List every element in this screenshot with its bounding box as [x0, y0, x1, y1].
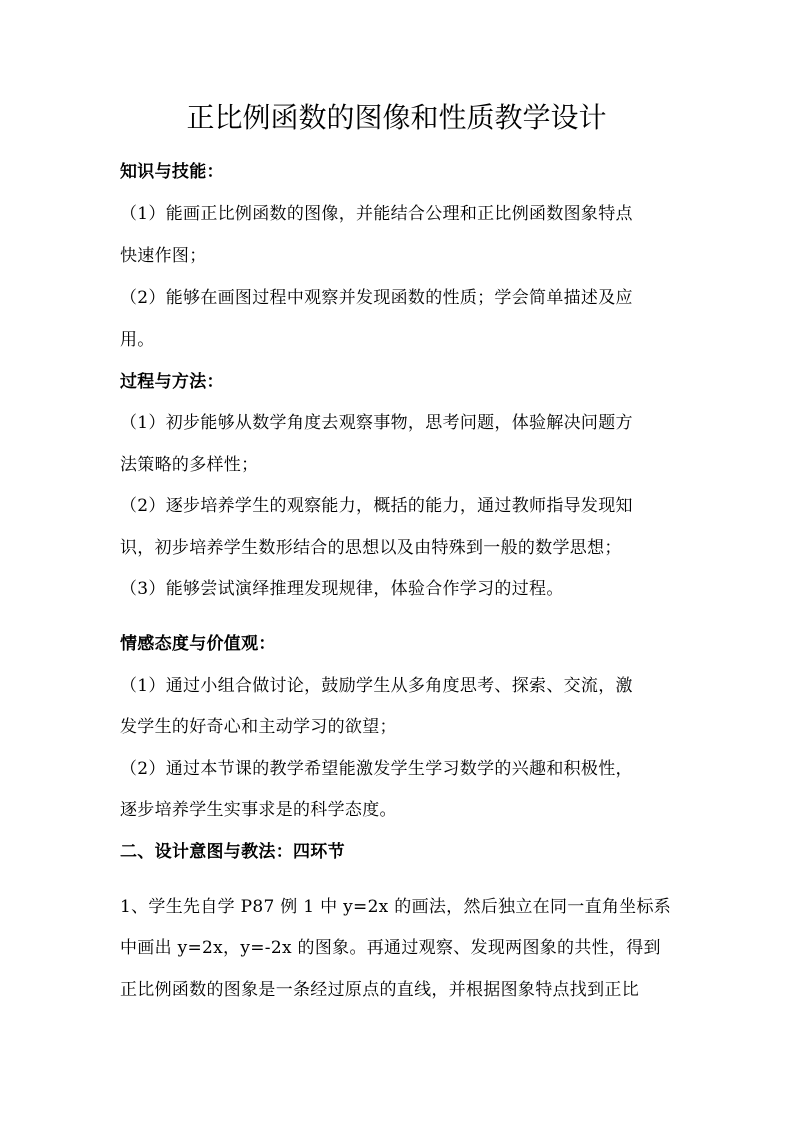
paragraph-line: （1）能画正比例函数的图像，并能结合公理和正比例函数图象特点 [120, 204, 633, 224]
section-heading-design: 二、设计意图与教法：四环节 [120, 842, 345, 862]
paragraph-line: 快速作图； [120, 246, 207, 266]
section-heading-process: 过程与方法： [120, 372, 224, 392]
paragraph-line: 识，初步培养学生数形结合的思想以及由特殊到一般的数学思想； [120, 538, 622, 558]
paragraph-line: （2）能够在画图过程中观察并发现函数的性质；学会简单描述及应 [120, 288, 633, 308]
document-title: 正比例函数的图像和性质教学设计 [186, 101, 607, 134]
paragraph-line: 中画出 y=2x，y=-2x 的图象。再通过观察、发现两图象的共性，得到 [120, 938, 661, 958]
paragraph-line: 用。 [120, 330, 155, 350]
section-heading-knowledge: 知识与技能： [120, 162, 224, 182]
paragraph-line: （2）逐步培养学生的观察能力，概括的能力，通过教师指导发现知 [120, 496, 633, 516]
paragraph-line: 发学生的好奇心和主动学习的欲望； [120, 717, 397, 737]
paragraph-line: 逐步培养学生实事求是的科学态度。 [120, 800, 397, 820]
paragraph-line: （3）能够尝试演绎推理发现规律，体验合作学习的过程。 [120, 579, 564, 599]
paragraph-line: （2）通过本节课的教学希望能激发学生学习数学的兴趣和积极性， [120, 759, 633, 779]
paragraph-line: 正比例函数的图象是一条经过原点的直线，并根据图象特点找到正比 [120, 980, 639, 1000]
section-heading-attitude: 情感态度与价值观： [120, 634, 276, 654]
paragraph-line: （1）初步能够从数学角度去观察事物，思考问题，体验解决问题方 [120, 413, 633, 433]
paragraph-line: （1）通过小组合做讨论，鼓励学生从多角度思考、探索、交流，激 [120, 676, 633, 696]
paragraph-line: 1、学生先自学 P87 例 1 中 y=2x 的画法，然后独立在同一直角坐标系 [120, 897, 672, 917]
paragraph-line: 法策略的多样性； [120, 455, 259, 475]
